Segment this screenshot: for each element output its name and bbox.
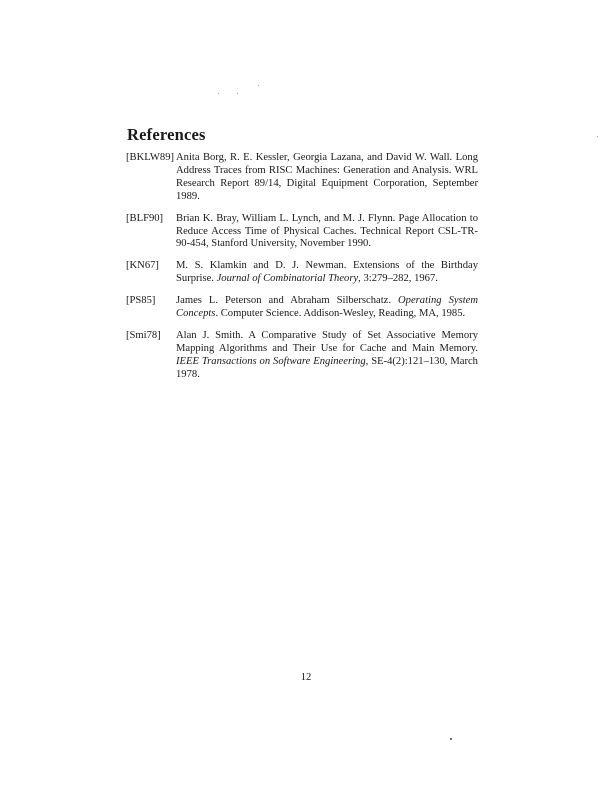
reference-entry bbox=[126, 260, 478, 286]
reference-text bbox=[176, 295, 478, 321]
page-number: 12 bbox=[300, 672, 312, 683]
reference-venue: Operating System Concepts bbox=[176, 295, 478, 320]
references-list bbox=[126, 152, 478, 391]
scan-speck bbox=[258, 85, 259, 86]
reference-entry bbox=[126, 295, 478, 321]
reference-key: [PS85] bbox=[126, 295, 156, 307]
scan-speck bbox=[597, 136, 598, 137]
reference-text bbox=[176, 213, 478, 252]
reference-segment: , 3:279–282, 1967. bbox=[358, 273, 438, 285]
reference-text bbox=[176, 330, 478, 382]
reference-key: [BLF90] bbox=[126, 212, 164, 224]
reference-venue: IEEE Transactions on Software Engineering bbox=[176, 355, 366, 367]
reference-key: [Smi78] bbox=[126, 329, 161, 341]
reference-segment: James L. Peterson and Abraham Silberschatz. bbox=[176, 295, 399, 307]
reference-segment: Brian K. Bray, William L. Lynch, and M. J. Flynn. Page Allocation to Reduce Access Time of Physical Caches. Technical Report CSL-TR-90-454, Stanford University, November 1990. bbox=[176, 212, 478, 250]
scan-speck bbox=[218, 93, 219, 94]
reference-segment: , SE-4(2):121–130, March 1978. bbox=[176, 355, 478, 380]
reference-segment: . Computer Science. Addison-Wesley, Reading, MA, 1985. bbox=[215, 308, 466, 320]
reference-text bbox=[176, 260, 478, 286]
reference-entry bbox=[126, 213, 478, 252]
reference-text bbox=[176, 152, 478, 204]
reference-key: [BKLW89] bbox=[126, 152, 175, 163]
reference-segment: M. S. Klamkin and D. J. Newman. Extensions of the Birthday Surprise. bbox=[176, 260, 478, 285]
reference-venue: Journal of Combinatorial Theory bbox=[216, 273, 359, 285]
scan-speck bbox=[237, 93, 238, 94]
reference-entry bbox=[126, 330, 478, 382]
reference-segment: Anita Borg, R. E. Kessler, Georgia Lazana, and David W. Wall. Long Address Traces from RISC Machines: Generation and Analysis. WRL Research Report 89/14, Digital Equipment Corporation, September 1989. bbox=[176, 152, 478, 202]
references-heading: References bbox=[127, 125, 206, 144]
reference-segment: Alan J. Smith. A Comparative Study of Set Associative Memory Mapping Algorithms and Their Use for Cache and Main Memory. bbox=[176, 329, 478, 354]
reference-entry bbox=[126, 152, 478, 204]
reference-key: [KN67] bbox=[126, 260, 159, 272]
scan-speck bbox=[450, 738, 452, 740]
